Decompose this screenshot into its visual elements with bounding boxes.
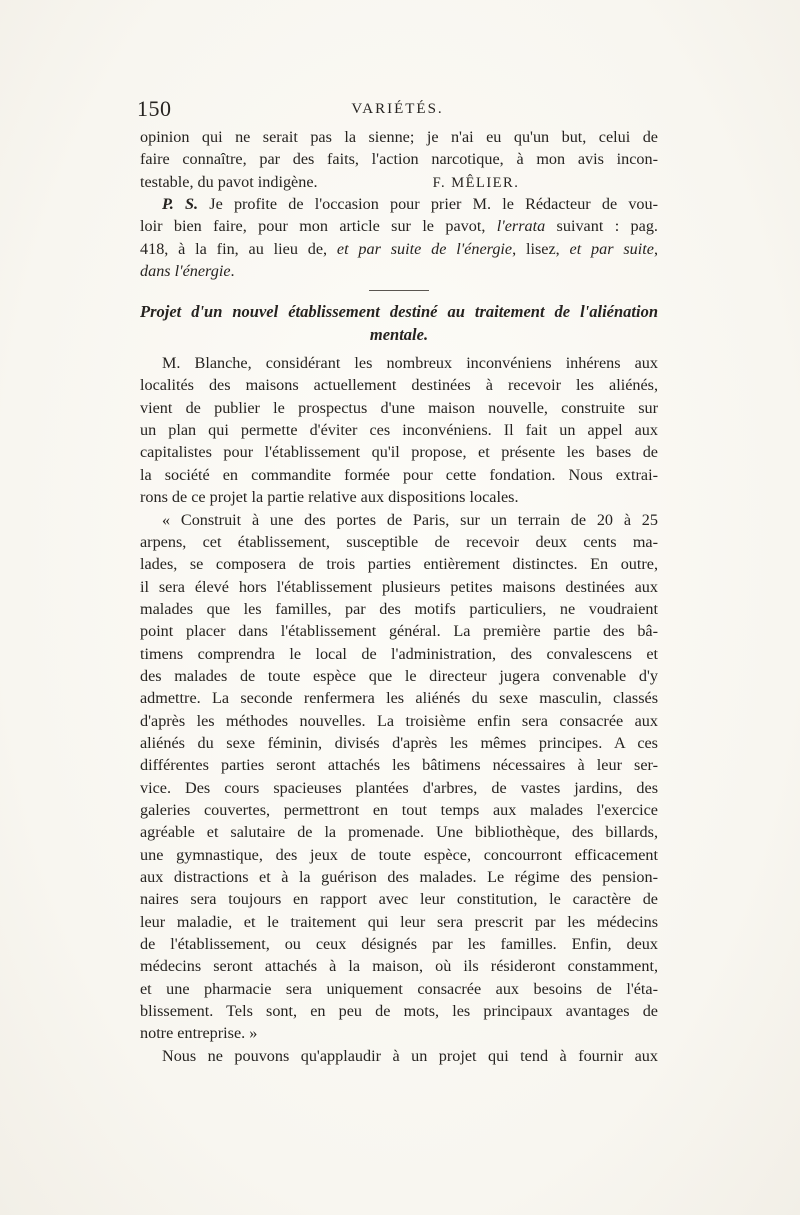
page-number: 150 <box>137 96 172 121</box>
article-line: aux distractions et à la guérison des malades. Le régime des pension- <box>140 868 658 886</box>
article-line: et une pharmacie sera uniquement consacrée aux besoins de l'éta- <box>140 979 658 998</box>
ps-text: , <box>653 239 658 258</box>
ps-line <box>140 215 658 237</box>
ps-text: 418, à la fin, au lieu de, <box>140 239 337 258</box>
body-text <box>140 126 658 1067</box>
article-line: aliénés du sexe féminin, divisés d'après les mêmes principes. A ces <box>140 733 658 752</box>
ps-text: loir bien faire, pour mon article sur le pavot, <box>140 217 497 236</box>
article-line: la société en commandite formée pour cette fondation. Nous extrai- <box>140 465 658 484</box>
article-line: admettre. La seconde renfermera les aliénés du sexe masculin, classés <box>140 689 658 708</box>
page-header <box>135 96 660 126</box>
article-line: point placer dans l'établissement général. La première partie des bâ- <box>140 622 658 641</box>
article-line: naires sera toujours en rapport avec leur constitution, le caractère de <box>140 890 658 909</box>
article-line: M. Blanche, considérant les nombreux inconvéniens inhérens aux <box>162 354 658 373</box>
article-line: des malades de toute espèce que le directeur jugera convenable d'y <box>140 666 658 685</box>
text-line: opinion qui ne serait pas la sienne; je n'ai eu qu'un but, celui de <box>140 128 658 146</box>
ps-line <box>140 193 658 215</box>
running-head: VARIÉTÉS. <box>351 101 444 117</box>
ps-italic-text: l'errata <box>496 217 546 236</box>
article-line: arpens, cet établissement, susceptible de recevoir deux cents ma- <box>140 532 658 551</box>
ps-line <box>140 260 658 282</box>
author-signature: F. MÊLIER. <box>432 174 520 191</box>
ps-italic-text: et par suite de l'énergie <box>336 239 513 258</box>
article-line: d'après les méthodes nouvelles. La troisième enfin sera consacrée aux <box>140 711 658 730</box>
ps-text: Je profite de l'occasion pour prier M. le Rédacteur de vou- <box>198 195 658 214</box>
article-line: blissement. Tels sont, en peu de mots, les principaux avantages de <box>140 1002 658 1021</box>
article-line: Nous ne pouvons qu'applaudir à un projet qui tend à fournir aux <box>162 1046 658 1065</box>
ps-text: suivant : pag. <box>545 217 658 236</box>
section-divider <box>369 290 429 291</box>
text-line-content: testable, du pavot indigène. <box>140 172 318 191</box>
article-line: notre entreprise. » <box>140 1024 258 1043</box>
ps-line <box>140 238 658 260</box>
article-line: un plan qui permette d'éviter ces inconvéniens. Il fait un appel aux <box>140 421 658 440</box>
article-line: de l'établissement, ou ceux désignés par les familles. Enfin, deux <box>140 935 658 954</box>
article-line: lades, se composera de trois parties entièrement distinctes. En outre, <box>140 555 658 574</box>
article-line: « Construit à une des portes de Paris, sur un terrain de 20 à 25 <box>162 510 658 529</box>
article-line: vient de publier le prospectus d'une maison nouvelle, construite sur <box>140 398 658 417</box>
article-line: médecins seront attachés à la maison, où ils résideront constamment, <box>140 957 658 976</box>
article-line: une gymnastique, des jeux de toute espèce, concourront efficacement <box>140 845 658 864</box>
article-line: capitalistes pour l'établissement qu'il propose, et présente les bases de <box>140 443 658 462</box>
ps-italic-text: et par suite <box>569 239 654 258</box>
article-line: galeries couvertes, permettront en tout temps aux malades l'exercice <box>140 800 658 819</box>
article-line: leur maladie, et le traitement qui leur sera prescrit par les médecins <box>140 912 658 931</box>
ps-italic-text: dans l'énergie <box>140 262 231 281</box>
article-line: vice. Des cours spacieuses plantées d'arbres, de vastes jardins, des <box>140 778 658 797</box>
text-line <box>140 171 658 193</box>
article-line: rons de ce projet la partie relative aux dispositions locales. <box>140 488 519 507</box>
article-line: différentes parties seront attachés les bâtimens nécessaires à leur ser- <box>140 756 658 775</box>
article-line: localités des maisons actuellement destinées à recevoir les aliénés, <box>140 376 658 395</box>
ps-label: P. S. <box>162 195 199 214</box>
ps-text: , lisez, <box>512 239 570 258</box>
article-line: timens comprendra le local de l'administration, des convalescens et <box>140 644 658 663</box>
article-line: malades que les familles, par des motifs particuliers, ne voudraient <box>140 599 658 618</box>
article-title-continued: mentale. <box>369 324 429 344</box>
ps-text: . <box>230 262 235 281</box>
text-line: faire connaître, par des faits, l'action narcotique, à mon avis incon- <box>140 150 658 169</box>
article-title: Projet d'un nouvel établissement destiné au traitement de l'aliénation <box>140 302 658 322</box>
article-line: agréable et salutaire de la promenade. Une bibliothèque, des billards, <box>140 823 658 842</box>
article-line: il sera élevé hors l'établissement plusieurs petites maisons destinées aux <box>140 577 658 596</box>
